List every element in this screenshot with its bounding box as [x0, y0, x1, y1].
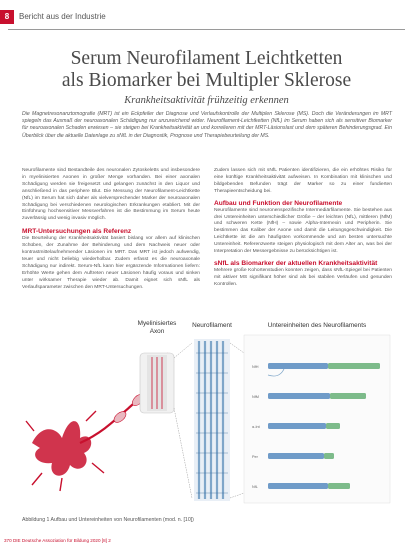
figure-neurofilament — [22, 313, 392, 513]
column-right — [214, 168, 392, 289]
subunit-label-2: NfM — [252, 395, 259, 399]
col2-heading-1: Aufbau und Funktion der Neurofilamente — [214, 199, 343, 207]
axon-cylinder — [140, 353, 174, 413]
page-header — [0, 10, 413, 24]
subunit-label-1: NfH — [252, 365, 259, 369]
col2-paragraph-3: Mehrere große Kohortenstudien konnten zeigen, dass sNfL-Spiegel bei Patienten mit aktiver MS signifikant höher sind als bei stabilen Verläufen und gesunden Kontrollen. — [214, 267, 392, 287]
subunit-label-5: NfL — [252, 485, 258, 489]
col1-heading: MRT-Untersuchungen als Referenz — [22, 228, 132, 236]
col1-paragraph-2: Die Beurteilung der Krankheitsaktivität basiert bislang vor allem auf klinischen Schüben, der Zunahme der Behinderung und dem Nachweis neuer oder kontrastmittelaufnehmender Läsionen im MRT. Das MRT ist jedoch aufwendig, teuer und nicht beliebig wiederholbar. Zudem erfasst es die neuroaxonale Schädigung nur indirekt. Serum-NfL kann hier ergänzende Informationen liefern: Erhöhte Werte gehen dem Auftreten neuer Läsionen häufig voraus und sinken unter wirksamer Therapie wieder ab. Damit eignet sich sNfL als Verlaufsparameter zwischen den MRT-Untersuchungen. — [22, 236, 200, 290]
subunit-label-4: Per — [252, 455, 258, 459]
neurofilament-bundle — [194, 339, 230, 501]
section-label: Bericht aus der Industrie — [19, 12, 106, 21]
article-title — [10, 48, 403, 92]
title-line-1: Serum Neurofilament Leichtketten — [70, 48, 343, 69]
subunits-panel — [244, 335, 390, 503]
figure-caption: Abbildung 1 Aufbau und Untereinheiten von Neurofilamenten (mod. n. [10]) — [22, 517, 194, 523]
label-subunits: Untereinheiten des Neurofilaments — [267, 322, 367, 329]
column-left — [22, 168, 200, 292]
header-rule — [8, 29, 405, 30]
page-number: 8 — [0, 10, 14, 24]
article-subtitle: Krankheitsaktivität frühzeitig erkennen — [124, 95, 289, 106]
label-axon: Axon — [149, 328, 165, 335]
col1-paragraph-1: Neurofilamente sind Bestandteile des neuronalen Zytoskeletts und insbesondere in myelinisierten Axonen in großer Menge vorhanden. Bei einer axonalen Schädigung werden sie freigesetzt und gelangen zunächst in den Liquor und anschließend in das periphere Blut. Die Messung der Neurofilament-Leichtkette (NfL) im Serum hat sich daher als vielversprechender Marker der neuroaxonalen Schädigung bei verschiedenen neurologischen Erkrankungen etabliert. Mit der Einführung hochsensitiver Messverfahren ist die Bestimmung im Serum heute zuverlässig und wenig invasiv möglich. — [22, 168, 200, 222]
col2-paragraph-2: Neurofilamente sind neuronenspezifische Intermediärfilamente. Sie bestehen aus drei Untereinheiten unterschiedlicher Größe – der leichten (NfL), mittleren (NfM) und schweren Kette (NfH) – sowie Alpha-Internexin und Peripherin. Sie bestimmen das Kaliber der Axone und damit die Leitungsgeschwindigkeit. Die Leichtkette ist die am häufigsten vorkommende und am besten untersuchte Untereinheit. Referenzwerte steigen physiologisch mit dem Alter an, was bei der Interpretation der Messergebnisse zu berücksichtigen ist. — [214, 207, 392, 255]
page-footer: 370 DIE Deutsche Assoziation für Bildung 2020 [8] 2 — [4, 538, 111, 543]
title-line-2: als Biomarker bei Multipler Sklerose — [61, 70, 352, 91]
label-myelin: Myelinisiertes — [137, 320, 177, 327]
label-neurofilament: Neurofilament — [192, 322, 232, 329]
subunit-label-3: α-Int — [252, 425, 260, 429]
lead-paragraph: Die Magnetresonanztomografie (MRT) ist ein Eckpfeiler der Diagnose und Verlaufskontrolle der Multiplen Sklerose (MS). Doch die Veränderungen im MRT spiegeln das Ausmaß der neuroaxonalen Schädigung nur unzureichend wider. Neurofilament-Leichtketten (NfL) im Serum haben sich als sensitiver Biomarker für neuroaxonalen Schaden erwiesen – sie steigen bei Krankheitsaktivität an und korrelieren mit der MRT-Läsionslast und dem späteren Behinderungsgrad. Ein Überblick über die aktuelle Datenlage zu sNfL in der Diagnostik, Prognose und Therapiebeurteilung der MS. — [22, 111, 392, 139]
col2-paragraph-1: Zudem lassen sich mit sNfL Patienten identifizieren, die ein erhöhtes Risiko für eine künftige Krankheitsaktivität aufweisen. In Kombination mit klinischen und bildgebenden Befunden trägt der Marker so zu einer fundierten Therapieentscheidung bei. — [214, 168, 392, 194]
col2-heading-2: sNfL als Biomarker der aktuellen Krankheitsaktivität — [214, 259, 378, 267]
subunit-row-2 — [252, 393, 366, 399]
